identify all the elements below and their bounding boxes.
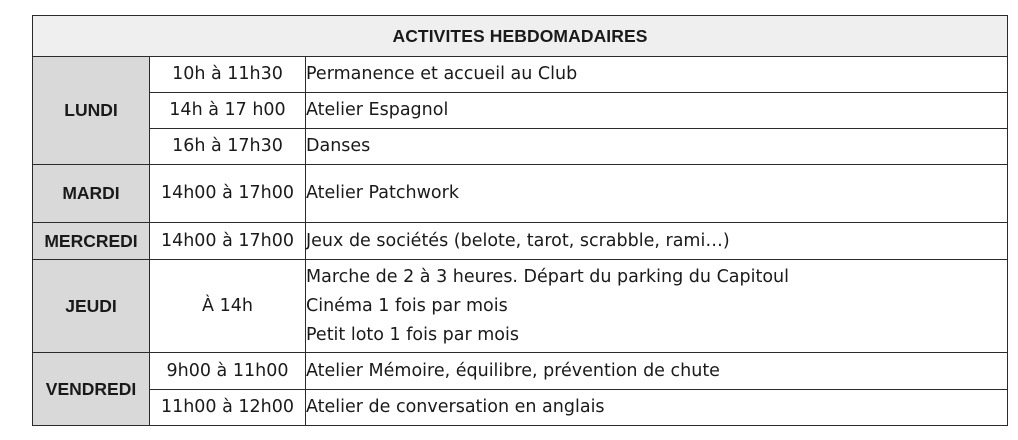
time-cell: 10h à 11h30: [150, 57, 306, 93]
table-row: [33, 390, 1008, 426]
table-row: [33, 353, 1008, 390]
activity-line: Petit loto 1 fois par mois: [306, 324, 519, 345]
time-cell: 14h00 à 17h00: [150, 223, 306, 260]
day-cell-lundi: LUNDI: [33, 57, 150, 165]
day-cell-mardi: MARDI: [33, 165, 150, 223]
day-cell-vendredi: VENDREDI: [33, 353, 150, 426]
activity-cell: Permanence et accueil au Club: [306, 57, 1008, 93]
table-row: [33, 260, 1008, 353]
activity-cell-multi: [306, 260, 1008, 353]
day-cell-jeudi: JEUDI: [33, 260, 150, 353]
table-row: [33, 223, 1008, 260]
time-cell: 11h00 à 12h00: [150, 390, 306, 426]
time-cell: À 14h: [150, 260, 306, 353]
table-header-row: [33, 16, 1008, 57]
table-row: [33, 57, 1008, 93]
day-cell-mercredi: MERCREDI: [33, 223, 150, 260]
table-title: ACTIVITES HEBDOMADAIRES: [33, 16, 1008, 57]
table-row: [33, 129, 1008, 165]
table-row: [33, 165, 1008, 223]
activity-cell: Atelier de conversation en anglais: [306, 390, 1008, 426]
table-row: [33, 93, 1008, 129]
time-cell: 14h à 17 h00: [150, 93, 306, 129]
weekly-activities-table: [32, 15, 1008, 426]
activity-line: Cinéma 1 fois par mois: [306, 295, 508, 316]
activity-line: Marche de 2 à 3 heures. Départ du parking du Capitoul: [306, 266, 790, 287]
activity-cell: Atelier Mémoire, équilibre, prévention de chute: [306, 353, 1008, 390]
time-cell: 14h00 à 17h00: [150, 165, 306, 223]
time-cell: 16h à 17h30: [150, 129, 306, 165]
activity-cell: Atelier Patchwork: [306, 165, 1008, 223]
time-cell: 9h00 à 11h00: [150, 353, 306, 390]
activity-cell: Danses: [306, 129, 1008, 165]
activity-cell: Jeux de sociétés (belote, tarot, scrabble, rami…): [306, 223, 1008, 260]
activity-cell: Atelier Espagnol: [306, 93, 1008, 129]
